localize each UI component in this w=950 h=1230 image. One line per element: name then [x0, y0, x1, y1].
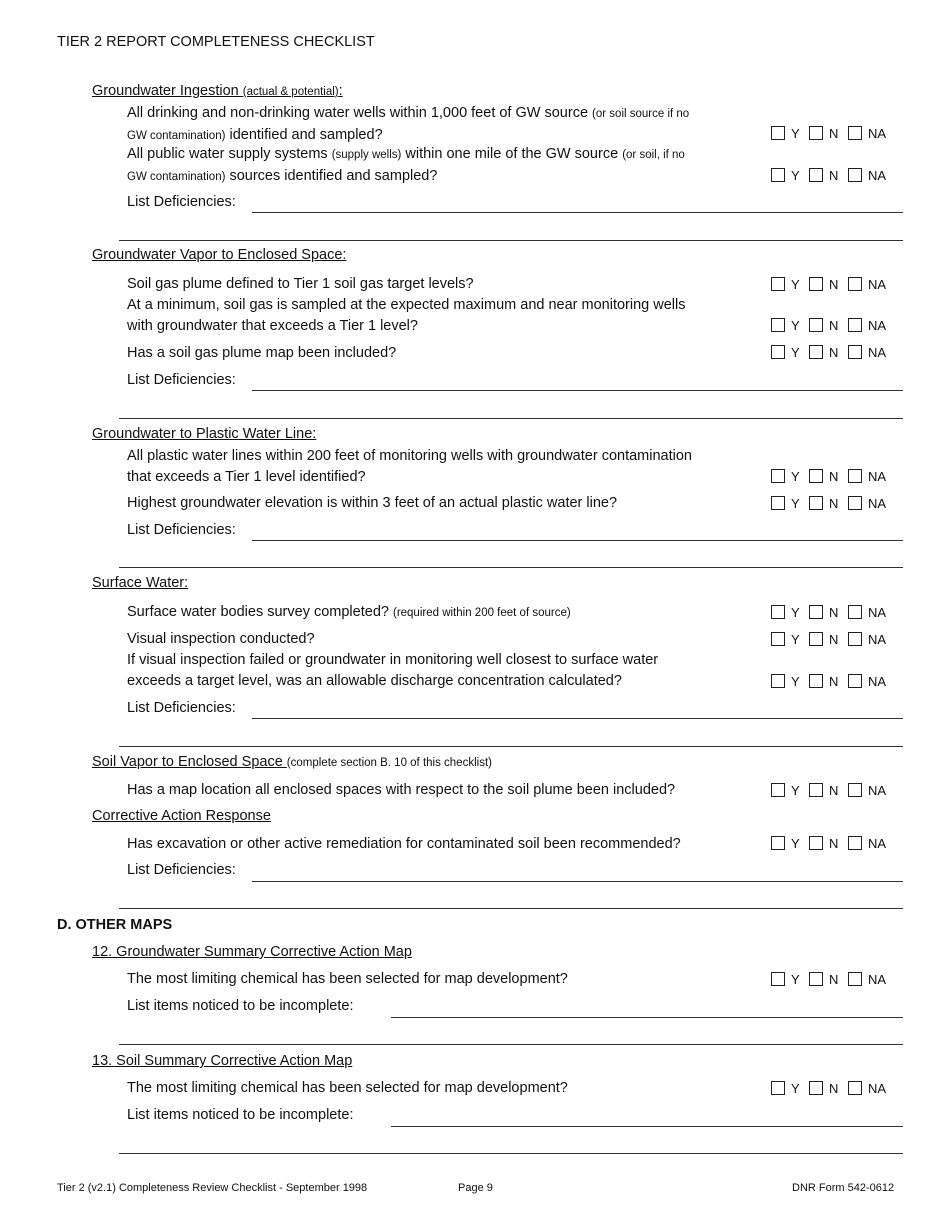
checkbox-n[interactable]: [809, 836, 823, 850]
gw-ingestion-q1-a: All drinking and non-drinking water wells within 1,000 feet of GW source: [127, 105, 593, 121]
checkbox-y[interactable]: [771, 605, 785, 619]
gw-vapor-deficiencies-line-1[interactable]: [252, 390, 903, 391]
gw-vapor-deficiencies-line-2[interactable]: [119, 418, 903, 419]
gw-plastic-q1: [127, 446, 692, 488]
footer-form-number: DNR Form 542-0612: [792, 1182, 895, 1194]
yn-gw-vapor-q3: [771, 345, 901, 361]
checkbox-na-label: NA: [868, 605, 887, 620]
checkbox-n[interactable]: [809, 318, 823, 332]
checkbox-y-label: Y: [791, 605, 800, 620]
checkbox-na[interactable]: [848, 674, 862, 688]
yn-surface-water-q3: [771, 674, 901, 690]
checkbox-na-label: NA: [868, 168, 887, 183]
yn-surface-water-q1: [771, 605, 901, 621]
checkbox-na[interactable]: [848, 836, 862, 850]
checkbox-n-label: N: [829, 605, 839, 620]
checkbox-y-label: Y: [791, 783, 800, 798]
checkbox-na[interactable]: [848, 1081, 862, 1095]
checkbox-na-label: NA: [868, 496, 887, 511]
yn-gw-ingestion-q1: [771, 126, 901, 142]
gw-ingestion-q2-note3: GW contamination): [127, 171, 226, 183]
checkbox-n-label: N: [829, 1081, 839, 1096]
surface-water-deficiencies-line-1[interactable]: [252, 718, 903, 719]
corrective-deficiencies-label: List Deficiencies:: [127, 862, 236, 878]
checkbox-n[interactable]: [809, 972, 823, 986]
surface-water-deficiencies-label: List Deficiencies:: [127, 700, 236, 716]
gw-plastic-q1-line1: All plastic water lines within 200 feet of monitoring wells with groundwater contamination: [127, 448, 692, 464]
gw-plastic-deficiencies-line-2[interactable]: [119, 567, 903, 568]
gw-ingestion-title-text: Groundwater Ingestion: [92, 83, 243, 99]
checkbox-y-label: Y: [791, 496, 800, 511]
checkbox-n[interactable]: [809, 632, 823, 646]
checkbox-na[interactable]: [848, 632, 862, 646]
yn-gw-ingestion-q2: [771, 168, 901, 184]
section-gw-vapor-title: Groundwater Vapor to Enclosed Space:: [92, 247, 347, 263]
corrective-deficiencies-line-2[interactable]: [119, 908, 903, 909]
gw-vapor-q2-line2: with groundwater that exceeds a Tier 1 level?: [127, 318, 418, 334]
checkbox-n-label: N: [829, 674, 839, 689]
gw-ingestion-q1: [127, 103, 689, 147]
checkbox-y-label: Y: [791, 469, 800, 484]
checkbox-y-label: Y: [791, 632, 800, 647]
gw-ingestion-q1-b: identified and sampled?: [225, 127, 383, 143]
yn-gw-plastic-q2: [771, 496, 901, 512]
yn-gw-plastic-q1: [771, 469, 901, 485]
checkbox-n[interactable]: [809, 469, 823, 483]
checkbox-n[interactable]: [809, 277, 823, 291]
checkbox-na[interactable]: [848, 318, 862, 332]
gw-ingestion-title-note: (actual & potential): [242, 86, 339, 98]
soil-vapor-q1: Has a map location all enclosed spaces with respect to the soil plume been included?: [127, 782, 676, 798]
yn-gw-vapor-q2: [771, 318, 901, 334]
checkbox-na-label: NA: [868, 674, 887, 689]
map13-incomplete-label: List items noticed to be incomplete:: [127, 1107, 354, 1123]
section-map13-title: 13. Soil Summary Corrective Action Map: [92, 1053, 353, 1069]
checkbox-na-label: NA: [868, 345, 887, 360]
soil-vapor-title-note: (complete section B. 10 of this checklist): [286, 757, 492, 769]
map13-q1: The most limiting chemical has been selected for map development?: [127, 1080, 568, 1096]
section-surface-water-title: Surface Water:: [92, 575, 189, 591]
checkbox-na[interactable]: [848, 972, 862, 986]
checkbox-y[interactable]: [771, 632, 785, 646]
gw-plastic-deficiencies-line-1[interactable]: [252, 540, 903, 541]
checkbox-na[interactable]: [848, 345, 862, 359]
map12-incomplete-line-2[interactable]: [119, 1044, 903, 1045]
soil-vapor-title-text: Soil Vapor to Enclosed Space: [92, 754, 287, 770]
gw-plastic-deficiencies-label: List Deficiencies:: [127, 522, 236, 538]
checkbox-na[interactable]: [848, 277, 862, 291]
gw-ingestion-deficiencies-line-1[interactable]: [252, 212, 903, 213]
checkbox-y[interactable]: [771, 126, 785, 140]
checkbox-n-label: N: [829, 783, 839, 798]
checkbox-n-label: N: [829, 469, 839, 484]
gw-vapor-q1: Soil gas plume defined to Tier 1 soil gas target levels?: [127, 276, 474, 292]
section-map12-title: 12. Groundwater Summary Corrective Action Map: [92, 944, 412, 960]
checkbox-na[interactable]: [848, 783, 862, 797]
checkbox-y-label: Y: [791, 345, 800, 360]
footer-page-number: Page 9: [458, 1182, 493, 1194]
surface-water-q1-note: (required within 200 feet of source): [392, 607, 571, 619]
gw-ingestion-q2: [127, 144, 685, 188]
checkbox-na-label: NA: [868, 318, 887, 333]
yn-soil-vapor-q1: [771, 783, 901, 799]
checkbox-na[interactable]: [848, 168, 862, 182]
checkbox-y[interactable]: [771, 318, 785, 332]
surface-water-q3-line1: If visual inspection failed or groundwater in monitoring well closest to surface water: [127, 652, 659, 668]
checkbox-n-label: N: [829, 496, 839, 511]
checkbox-y-label: Y: [791, 1081, 800, 1096]
surface-water-q3: [127, 650, 658, 692]
page-header-title: TIER 2 REPORT COMPLETENESS CHECKLIST: [57, 34, 375, 50]
checkbox-na-label: NA: [868, 277, 887, 292]
checkbox-y[interactable]: [771, 1081, 785, 1095]
checkbox-n-label: N: [829, 836, 839, 851]
checkbox-na-label: NA: [868, 836, 887, 851]
checkbox-y[interactable]: [771, 972, 785, 986]
checkbox-na-label: NA: [868, 632, 887, 647]
checkbox-na-label: NA: [868, 972, 887, 987]
gw-ingestion-deficiencies-line-2[interactable]: [119, 240, 903, 241]
yn-corrective-q1: [771, 836, 901, 852]
surface-water-q3-line2: exceeds a target level, was an allowable discharge concentration calculated?: [127, 673, 622, 689]
map13-incomplete-line-1[interactable]: [391, 1126, 903, 1127]
checkbox-n-label: N: [829, 345, 839, 360]
checkbox-n-label: N: [829, 972, 839, 987]
checkbox-y[interactable]: [771, 469, 785, 483]
checkbox-n-label: N: [829, 126, 839, 141]
checkbox-n[interactable]: [809, 345, 823, 359]
checkbox-y[interactable]: [771, 783, 785, 797]
map13-incomplete-line-2[interactable]: [119, 1153, 903, 1154]
section-soil-vapor-title: [92, 754, 492, 770]
surface-water-deficiencies-line-2[interactable]: [119, 746, 903, 747]
gw-ingestion-q2-c: sources identified and sampled?: [225, 168, 438, 184]
checkbox-y[interactable]: [771, 168, 785, 182]
checkbox-na[interactable]: [848, 496, 862, 510]
corrective-q1: Has excavation or other active remediation for contaminated soil been recommended?: [127, 836, 681, 852]
footer-left: Tier 2 (v2.1) Completeness Review Checklist - September 1998: [57, 1182, 368, 1194]
checkbox-n[interactable]: [809, 168, 823, 182]
gw-ingestion-q1-note2: GW contamination): [127, 130, 226, 142]
section-corrective-title: Corrective Action Response: [92, 808, 271, 824]
checkbox-y-label: Y: [791, 972, 800, 987]
checkbox-y-label: Y: [791, 277, 800, 292]
checkbox-n-label: N: [829, 277, 839, 292]
yn-gw-vapor-q1: [771, 277, 901, 293]
checkbox-n-label: N: [829, 318, 839, 333]
checkbox-na-label: NA: [868, 126, 887, 141]
checkbox-n[interactable]: [809, 674, 823, 688]
gw-vapor-q3: Has a soil gas plume map been included?: [127, 345, 397, 361]
gw-ingestion-q2-note1: (supply wells): [331, 149, 402, 161]
gw-vapor-q2-line1: At a minimum, soil gas is sampled at the expected maximum and near monitoring wells: [127, 297, 686, 313]
checkbox-y[interactable]: [771, 345, 785, 359]
checkbox-na-label: NA: [868, 1081, 887, 1096]
checkbox-y-label: Y: [791, 674, 800, 689]
checkbox-n[interactable]: [809, 1081, 823, 1095]
surface-water-q1-text: Surface water bodies survey completed?: [127, 604, 393, 620]
gw-ingestion-deficiencies-label: List Deficiencies:: [127, 194, 236, 210]
surface-water-q1: [127, 602, 571, 624]
checkbox-y-label: Y: [791, 318, 800, 333]
checkbox-na-label: NA: [868, 783, 887, 798]
checkbox-n[interactable]: [809, 605, 823, 619]
gw-vapor-deficiencies-label: List Deficiencies:: [127, 372, 236, 388]
section-gw-plastic-title: Groundwater to Plastic Water Line:: [92, 426, 317, 442]
checkbox-y[interactable]: [771, 496, 785, 510]
checkbox-y-label: Y: [791, 168, 800, 183]
gw-ingestion-q2-note2: (or soil, if no: [622, 149, 685, 161]
checkbox-n-label: N: [829, 632, 839, 647]
checkbox-na[interactable]: [848, 469, 862, 483]
gw-ingestion-title-colon: :: [338, 83, 343, 99]
checkbox-n[interactable]: [809, 783, 823, 797]
gw-ingestion-q1-note1: (or soil source if no: [592, 108, 690, 120]
other-maps-heading: D. OTHER MAPS: [57, 917, 173, 933]
checkbox-na[interactable]: [848, 605, 862, 619]
gw-plastic-q2: Highest groundwater elevation is within 3 feet of an actual plastic water line?: [127, 495, 618, 511]
checkbox-n-label: N: [829, 168, 839, 183]
gw-ingestion-q2-a: All public water supply systems: [127, 146, 332, 162]
yn-map13-q1: [771, 1081, 901, 1097]
checkbox-y[interactable]: [771, 674, 785, 688]
corrective-deficiencies-line-1[interactable]: [252, 881, 903, 882]
map12-incomplete-label: List items noticed to be incomplete:: [127, 998, 354, 1014]
checkbox-y[interactable]: [771, 277, 785, 291]
map12-q1: The most limiting chemical has been selected for map development?: [127, 971, 568, 987]
checkbox-n[interactable]: [809, 126, 823, 140]
section-gw-ingestion-title: [92, 83, 343, 99]
checkbox-na-label: NA: [868, 469, 887, 484]
yn-surface-water-q2: [771, 632, 901, 648]
surface-water-q2: Visual inspection conducted?: [127, 631, 315, 647]
gw-plastic-q1-line2: that exceeds a Tier 1 level identified?: [127, 469, 366, 485]
gw-ingestion-q2-b: within one mile of the GW source: [401, 146, 623, 162]
checkbox-na[interactable]: [848, 126, 862, 140]
map12-incomplete-line-1[interactable]: [391, 1017, 903, 1018]
checkbox-y[interactable]: [771, 836, 785, 850]
checkbox-n[interactable]: [809, 496, 823, 510]
checkbox-y-label: Y: [791, 836, 800, 851]
gw-vapor-q2: [127, 295, 686, 337]
yn-map12-q1: [771, 972, 901, 988]
checkbox-y-label: Y: [791, 126, 800, 141]
